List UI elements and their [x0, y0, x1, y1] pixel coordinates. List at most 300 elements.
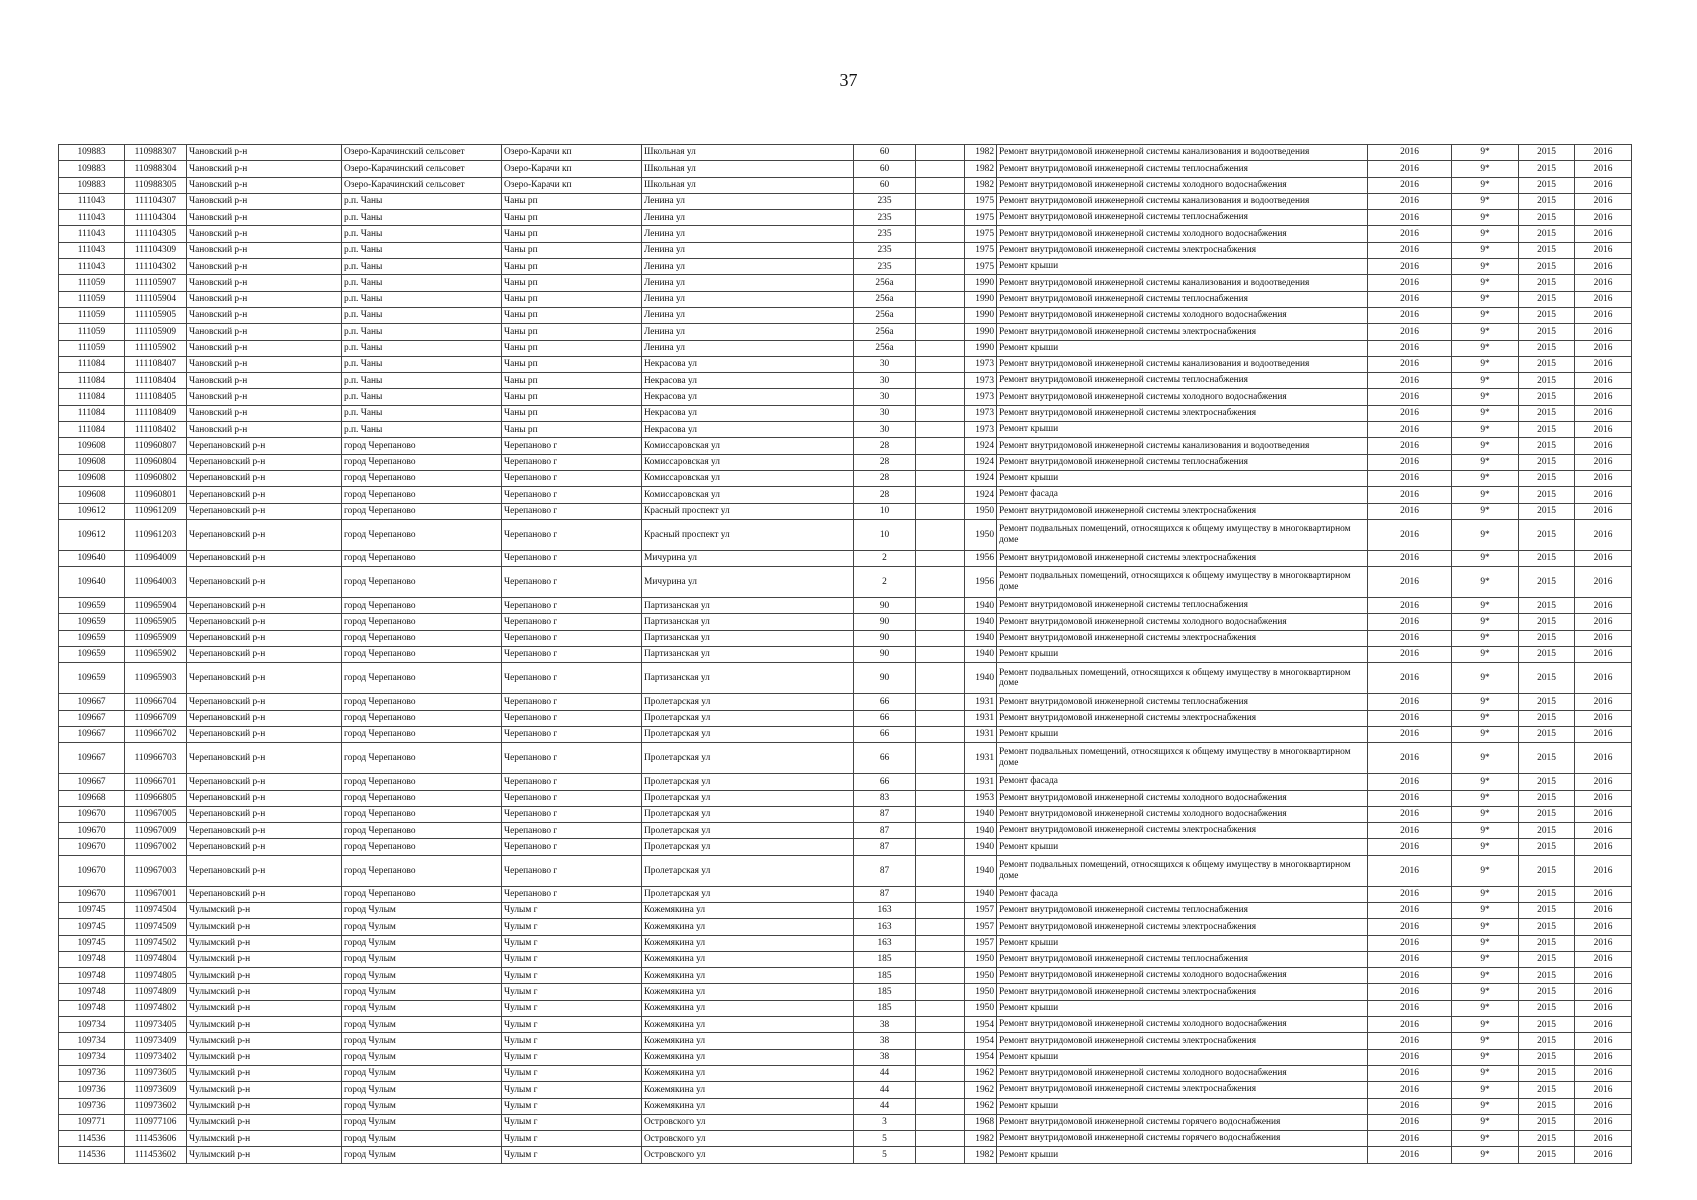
cell-house-no: 30 — [854, 373, 916, 389]
cell-district: Черепановский р-н — [187, 806, 342, 822]
cell-settlement: Черепаново г — [502, 790, 642, 806]
cell-criterion: 9* — [1452, 1082, 1519, 1098]
cell-house-no: 185 — [854, 968, 916, 984]
cell-settlement: Чаны рп — [502, 226, 642, 242]
cell-plan-year: 2016 — [1368, 405, 1452, 421]
cell-start-year: 2015 — [1519, 405, 1575, 421]
cell-plan-year: 2016 — [1368, 919, 1452, 935]
cell-building — [916, 790, 965, 806]
cell-street: Кожемякина ул — [642, 1098, 854, 1114]
cell-work-type: Ремонт крыши — [997, 839, 1368, 855]
cell-district: Чановский р-н — [187, 405, 342, 421]
cell-municipality: р.п. Чаны — [342, 324, 502, 340]
cell-municipality: город Черепаново — [342, 790, 502, 806]
cell-house-no: 66 — [854, 726, 916, 742]
cell-house-id: 111043 — [59, 259, 125, 275]
cell-building — [916, 743, 965, 774]
table-row — [59, 259, 1632, 275]
cell-work-id: 110988307 — [125, 145, 187, 161]
cell-year-built: 1950 — [965, 503, 997, 519]
cell-end-year: 2016 — [1575, 519, 1632, 550]
table-row — [59, 598, 1632, 614]
cell-work-id: 110973402 — [125, 1049, 187, 1065]
cell-house-no: 235 — [854, 193, 916, 209]
cell-criterion: 9* — [1452, 356, 1519, 372]
cell-street: Пролетарская ул — [642, 886, 854, 902]
cell-building — [916, 422, 965, 438]
cell-district: Чулымский р-н — [187, 1098, 342, 1114]
cell-criterion: 9* — [1452, 855, 1519, 886]
cell-street: Кожемякина ул — [642, 1065, 854, 1081]
cell-year-built: 1975 — [965, 259, 997, 275]
cell-house-id: 109736 — [59, 1098, 125, 1114]
cell-end-year: 2016 — [1575, 855, 1632, 886]
cell-end-year: 2016 — [1575, 1049, 1632, 1065]
cell-house-no: 90 — [854, 598, 916, 614]
cell-plan-year: 2016 — [1368, 647, 1452, 663]
cell-settlement: Чаны рп — [502, 422, 642, 438]
cell-settlement: Черепаново г — [502, 839, 642, 855]
cell-plan-year: 2016 — [1368, 242, 1452, 258]
cell-criterion: 9* — [1452, 567, 1519, 598]
cell-plan-year: 2016 — [1368, 1098, 1452, 1114]
cell-building — [916, 694, 965, 710]
cell-start-year: 2015 — [1519, 487, 1575, 503]
cell-municipality: город Чулым — [342, 1065, 502, 1081]
cell-plan-year: 2016 — [1368, 307, 1452, 323]
cell-end-year: 2016 — [1575, 177, 1632, 193]
cell-street: Ленина ул — [642, 193, 854, 209]
cell-end-year: 2016 — [1575, 902, 1632, 918]
cell-end-year: 2016 — [1575, 356, 1632, 372]
cell-plan-year: 2016 — [1368, 598, 1452, 614]
cell-house-no: 66 — [854, 694, 916, 710]
table-body — [59, 145, 1632, 1164]
cell-criterion: 9* — [1452, 1114, 1519, 1130]
cell-settlement: Чаны рп — [502, 193, 642, 209]
cell-start-year: 2015 — [1519, 177, 1575, 193]
cell-work-id: 111104305 — [125, 226, 187, 242]
cell-work-id: 111105909 — [125, 324, 187, 340]
cell-house-id: 109883 — [59, 161, 125, 177]
cell-criterion: 9* — [1452, 968, 1519, 984]
cell-year-built: 1957 — [965, 902, 997, 918]
cell-work-type: Ремонт крыши — [997, 1147, 1368, 1163]
cell-building — [916, 438, 965, 454]
cell-building — [916, 614, 965, 630]
cell-year-built: 1940 — [965, 614, 997, 630]
cell-year-built: 1924 — [965, 438, 997, 454]
cell-work-id: 111104302 — [125, 259, 187, 275]
cell-end-year: 2016 — [1575, 630, 1632, 646]
cell-criterion: 9* — [1452, 177, 1519, 193]
cell-house-id: 109659 — [59, 614, 125, 630]
cell-year-built: 1956 — [965, 567, 997, 598]
cell-work-type: Ремонт внутридомовой инженерной системы электроснабжения — [997, 823, 1368, 839]
cell-house-id: 109771 — [59, 1114, 125, 1130]
cell-end-year: 2016 — [1575, 307, 1632, 323]
cell-work-type: Ремонт внутридомовой инженерной системы холодного водоснабжения — [997, 1065, 1368, 1081]
cell-settlement: Чулым г — [502, 984, 642, 1000]
cell-work-type: Ремонт внутридомовой инженерной системы канализования и водоотведения — [997, 193, 1368, 209]
cell-start-year: 2015 — [1519, 984, 1575, 1000]
cell-criterion: 9* — [1452, 743, 1519, 774]
cell-district: Чулымский р-н — [187, 1114, 342, 1130]
cell-criterion: 9* — [1452, 373, 1519, 389]
cell-house-no: 60 — [854, 161, 916, 177]
cell-end-year: 2016 — [1575, 935, 1632, 951]
cell-work-type: Ремонт внутридомовой инженерной системы теплоснабжения — [997, 210, 1368, 226]
cell-work-type: Ремонт подвальных помещений, относящихся к общему имуществу в многоквартирном доме — [997, 567, 1368, 598]
cell-district: Чулымский р-н — [187, 1082, 342, 1098]
cell-plan-year: 2016 — [1368, 340, 1452, 356]
cell-year-built: 1957 — [965, 935, 997, 951]
cell-settlement: Черепаново г — [502, 487, 642, 503]
cell-criterion: 9* — [1452, 902, 1519, 918]
cell-street: Островского ул — [642, 1131, 854, 1147]
cell-work-type: Ремонт внутридомовой инженерной системы электроснабжения — [997, 503, 1368, 519]
cell-plan-year: 2016 — [1368, 356, 1452, 372]
cell-settlement: Чулым г — [502, 1017, 642, 1033]
cell-end-year: 2016 — [1575, 470, 1632, 486]
table-row — [59, 710, 1632, 726]
cell-municipality: город Черепаново — [342, 550, 502, 566]
cell-municipality: р.п. Чаны — [342, 242, 502, 258]
cell-building — [916, 503, 965, 519]
cell-house-no: 2 — [854, 550, 916, 566]
cell-work-type: Ремонт фасада — [997, 886, 1368, 902]
cell-plan-year: 2016 — [1368, 710, 1452, 726]
cell-municipality: город Чулым — [342, 968, 502, 984]
cell-street: Островского ул — [642, 1114, 854, 1130]
cell-end-year: 2016 — [1575, 806, 1632, 822]
cell-settlement: Черепаново г — [502, 598, 642, 614]
cell-house-no: 10 — [854, 519, 916, 550]
cell-criterion: 9* — [1452, 1065, 1519, 1081]
cell-district: Чулымский р-н — [187, 1065, 342, 1081]
cell-building — [916, 177, 965, 193]
cell-house-no: 185 — [854, 1000, 916, 1016]
cell-house-no: 60 — [854, 145, 916, 161]
cell-plan-year: 2016 — [1368, 210, 1452, 226]
cell-district: Чановский р-н — [187, 161, 342, 177]
cell-settlement: Черепаново г — [502, 647, 642, 663]
cell-year-built: 1940 — [965, 823, 997, 839]
cell-criterion: 9* — [1452, 145, 1519, 161]
cell-work-type: Ремонт внутридомовой инженерной системы электроснабжения — [997, 405, 1368, 421]
table-row — [59, 1114, 1632, 1130]
table-row — [59, 855, 1632, 886]
cell-start-year: 2015 — [1519, 694, 1575, 710]
cell-building — [916, 919, 965, 935]
cell-municipality: р.п. Чаны — [342, 373, 502, 389]
cell-house-no: 28 — [854, 470, 916, 486]
cell-end-year: 2016 — [1575, 145, 1632, 161]
cell-start-year: 2015 — [1519, 275, 1575, 291]
cell-work-id: 110965902 — [125, 647, 187, 663]
cell-district: Черепановский р-н — [187, 774, 342, 790]
cell-municipality: город Чулым — [342, 1114, 502, 1130]
cell-street: Пролетарская ул — [642, 726, 854, 742]
cell-plan-year: 2016 — [1368, 1147, 1452, 1163]
cell-criterion: 9* — [1452, 226, 1519, 242]
cell-house-no: 66 — [854, 743, 916, 774]
cell-work-id: 111453602 — [125, 1147, 187, 1163]
table-row — [59, 291, 1632, 307]
cell-settlement: Черепаново г — [502, 550, 642, 566]
cell-house-no: 44 — [854, 1065, 916, 1081]
cell-settlement: Черепаново г — [502, 454, 642, 470]
cell-municipality: город Чулым — [342, 951, 502, 967]
cell-street: Кожемякина ул — [642, 935, 854, 951]
cell-street: Комиссаровская ул — [642, 487, 854, 503]
cell-district: Чановский р-н — [187, 193, 342, 209]
cell-end-year: 2016 — [1575, 487, 1632, 503]
cell-work-id: 110967003 — [125, 855, 187, 886]
cell-work-type: Ремонт внутридомовой инженерной системы теплоснабжения — [997, 161, 1368, 177]
table-row — [59, 519, 1632, 550]
cell-start-year: 2015 — [1519, 839, 1575, 855]
cell-district: Черепановский р-н — [187, 647, 342, 663]
cell-criterion: 9* — [1452, 454, 1519, 470]
cell-building — [916, 470, 965, 486]
cell-municipality: город Черепаново — [342, 487, 502, 503]
cell-work-type: Ремонт подвальных помещений, относящихся к общему имуществу в многоквартирном доме — [997, 855, 1368, 886]
cell-house-no: 3 — [854, 1114, 916, 1130]
cell-street: Некрасова ул — [642, 356, 854, 372]
cell-street: Кожемякина ул — [642, 1082, 854, 1098]
cell-building — [916, 1017, 965, 1033]
cell-building — [916, 1033, 965, 1049]
cell-end-year: 2016 — [1575, 438, 1632, 454]
cell-plan-year: 2016 — [1368, 743, 1452, 774]
cell-house-id: 109659 — [59, 647, 125, 663]
cell-street: Пролетарская ул — [642, 694, 854, 710]
cell-plan-year: 2016 — [1368, 839, 1452, 855]
table-row — [59, 1082, 1632, 1098]
cell-house-no: 235 — [854, 210, 916, 226]
cell-house-id: 109640 — [59, 550, 125, 566]
table-row — [59, 567, 1632, 598]
cell-building — [916, 1131, 965, 1147]
cell-building — [916, 307, 965, 323]
cell-house-no: 28 — [854, 487, 916, 503]
cell-settlement: Чулым г — [502, 1000, 642, 1016]
cell-work-type: Ремонт внутридомовой инженерной системы холодного водоснабжения — [997, 1017, 1368, 1033]
cell-building — [916, 145, 965, 161]
cell-street: Партизанская ул — [642, 647, 854, 663]
cell-criterion: 9* — [1452, 275, 1519, 291]
cell-end-year: 2016 — [1575, 823, 1632, 839]
cell-start-year: 2015 — [1519, 242, 1575, 258]
cell-municipality: р.п. Чаны — [342, 389, 502, 405]
table-row — [59, 647, 1632, 663]
cell-house-no: 256а — [854, 307, 916, 323]
cell-house-no: 256а — [854, 340, 916, 356]
cell-year-built: 1950 — [965, 1000, 997, 1016]
cell-settlement: Чаны рп — [502, 405, 642, 421]
cell-district: Черепановский р-н — [187, 598, 342, 614]
cell-work-id: 111104307 — [125, 193, 187, 209]
cell-year-built: 1940 — [965, 647, 997, 663]
cell-year-built: 1962 — [965, 1065, 997, 1081]
cell-building — [916, 806, 965, 822]
cell-plan-year: 2016 — [1368, 855, 1452, 886]
cell-house-no: 185 — [854, 984, 916, 1000]
cell-settlement: Чаны рп — [502, 242, 642, 258]
cell-district: Чановский р-н — [187, 307, 342, 323]
cell-building — [916, 1049, 965, 1065]
cell-criterion: 9* — [1452, 519, 1519, 550]
cell-plan-year: 2016 — [1368, 324, 1452, 340]
cell-house-id: 111059 — [59, 340, 125, 356]
cell-street: Некрасова ул — [642, 405, 854, 421]
cell-street: Партизанская ул — [642, 630, 854, 646]
cell-end-year: 2016 — [1575, 1017, 1632, 1033]
cell-year-built: 1962 — [965, 1098, 997, 1114]
cell-year-built: 1931 — [965, 726, 997, 742]
table-row — [59, 210, 1632, 226]
cell-house-id: 109667 — [59, 774, 125, 790]
cell-street: Кожемякина ул — [642, 1000, 854, 1016]
cell-house-id: 111084 — [59, 356, 125, 372]
cell-house-no: 90 — [854, 614, 916, 630]
cell-district: Чановский р-н — [187, 422, 342, 438]
cell-work-type: Ремонт внутридомовой инженерной системы теплоснабжения — [997, 951, 1368, 967]
cell-end-year: 2016 — [1575, 598, 1632, 614]
cell-street: Ленина ул — [642, 307, 854, 323]
cell-plan-year: 2016 — [1368, 1033, 1452, 1049]
cell-end-year: 2016 — [1575, 1131, 1632, 1147]
cell-work-type: Ремонт внутридомовой инженерной системы теплоснабжения — [997, 373, 1368, 389]
cell-municipality: город Черепаново — [342, 823, 502, 839]
cell-start-year: 2015 — [1519, 710, 1575, 726]
cell-plan-year: 2016 — [1368, 454, 1452, 470]
cell-municipality: город Чулым — [342, 984, 502, 1000]
cell-end-year: 2016 — [1575, 1147, 1632, 1163]
cell-street: Пролетарская ул — [642, 790, 854, 806]
cell-municipality: город Черепаново — [342, 806, 502, 822]
cell-settlement: Чаны рп — [502, 275, 642, 291]
cell-year-built: 1931 — [965, 710, 997, 726]
cell-year-built: 1973 — [965, 405, 997, 421]
cell-work-type: Ремонт внутридомовой инженерной системы канализования и водоотведения — [997, 145, 1368, 161]
cell-building — [916, 291, 965, 307]
cell-work-type: Ремонт фасада — [997, 774, 1368, 790]
cell-house-id: 111059 — [59, 324, 125, 340]
cell-work-id: 110974805 — [125, 968, 187, 984]
cell-work-type: Ремонт внутридомовой инженерной системы теплоснабжения — [997, 598, 1368, 614]
cell-house-no: 10 — [854, 503, 916, 519]
cell-end-year: 2016 — [1575, 259, 1632, 275]
cell-criterion: 9* — [1452, 694, 1519, 710]
table-row — [59, 1049, 1632, 1065]
cell-house-no: 256а — [854, 324, 916, 340]
cell-street: Партизанская ул — [642, 614, 854, 630]
cell-year-built: 1975 — [965, 226, 997, 242]
cell-work-type: Ремонт подвальных помещений, относящихся к общему имуществу в многоквартирном доме — [997, 519, 1368, 550]
cell-district: Чановский р-н — [187, 340, 342, 356]
cell-end-year: 2016 — [1575, 951, 1632, 967]
cell-work-id: 110965909 — [125, 630, 187, 646]
cell-work-id: 110966703 — [125, 743, 187, 774]
cell-settlement: Черепаново г — [502, 694, 642, 710]
cell-work-id: 110965904 — [125, 598, 187, 614]
cell-year-built: 1962 — [965, 1082, 997, 1098]
cell-house-id: 109745 — [59, 919, 125, 935]
cell-plan-year: 2016 — [1368, 161, 1452, 177]
cell-house-id: 109745 — [59, 902, 125, 918]
cell-house-id: 109670 — [59, 886, 125, 902]
cell-year-built: 1957 — [965, 919, 997, 935]
cell-district: Чановский р-н — [187, 177, 342, 193]
cell-municipality: город Чулым — [342, 902, 502, 918]
cell-house-id: 109748 — [59, 968, 125, 984]
cell-end-year: 2016 — [1575, 210, 1632, 226]
cell-end-year: 2016 — [1575, 1082, 1632, 1098]
cell-street: Ленина ул — [642, 259, 854, 275]
cell-work-type: Ремонт внутридомовой инженерной системы электроснабжения — [997, 630, 1368, 646]
cell-work-type: Ремонт фасада — [997, 487, 1368, 503]
cell-district: Чановский р-н — [187, 275, 342, 291]
cell-year-built: 1931 — [965, 694, 997, 710]
cell-building — [916, 774, 965, 790]
cell-house-id: 111043 — [59, 210, 125, 226]
cell-district: Черепановский р-н — [187, 823, 342, 839]
cell-house-no: 66 — [854, 774, 916, 790]
cell-building — [916, 984, 965, 1000]
cell-house-id: 111059 — [59, 307, 125, 323]
cell-settlement: Чаны рп — [502, 324, 642, 340]
cell-end-year: 2016 — [1575, 291, 1632, 307]
cell-year-built: 1990 — [965, 307, 997, 323]
cell-house-id: 109748 — [59, 951, 125, 967]
cell-building — [916, 647, 965, 663]
cell-house-no: 44 — [854, 1098, 916, 1114]
cell-settlement: Чаны рп — [502, 373, 642, 389]
cell-criterion: 9* — [1452, 389, 1519, 405]
cell-municipality: город Черепаново — [342, 567, 502, 598]
cell-house-id: 109608 — [59, 487, 125, 503]
cell-end-year: 2016 — [1575, 1098, 1632, 1114]
cell-settlement: Чулым г — [502, 1082, 642, 1098]
cell-settlement: Чулым г — [502, 968, 642, 984]
cell-house-id: 109736 — [59, 1065, 125, 1081]
table-row — [59, 226, 1632, 242]
cell-settlement: Черепаново г — [502, 503, 642, 519]
cell-start-year: 2015 — [1519, 743, 1575, 774]
cell-year-built: 1954 — [965, 1049, 997, 1065]
cell-end-year: 2016 — [1575, 984, 1632, 1000]
cell-municipality: город Черепаново — [342, 694, 502, 710]
cell-municipality: город Чулым — [342, 1000, 502, 1016]
cell-start-year: 2015 — [1519, 647, 1575, 663]
cell-district: Чулымский р-н — [187, 951, 342, 967]
cell-house-id: 109734 — [59, 1033, 125, 1049]
cell-house-id: 109612 — [59, 519, 125, 550]
cell-plan-year: 2016 — [1368, 470, 1452, 486]
cell-district: Чулымский р-н — [187, 1049, 342, 1065]
cell-end-year: 2016 — [1575, 790, 1632, 806]
cell-year-built: 1954 — [965, 1033, 997, 1049]
cell-year-built: 1990 — [965, 340, 997, 356]
cell-house-no: 30 — [854, 405, 916, 421]
cell-plan-year: 2016 — [1368, 902, 1452, 918]
cell-work-type: Ремонт внутридомовой инженерной системы теплоснабжения — [997, 291, 1368, 307]
cell-municipality: город Черепаново — [342, 774, 502, 790]
cell-municipality: р.п. Чаны — [342, 340, 502, 356]
cell-settlement: Чулым г — [502, 1049, 642, 1065]
